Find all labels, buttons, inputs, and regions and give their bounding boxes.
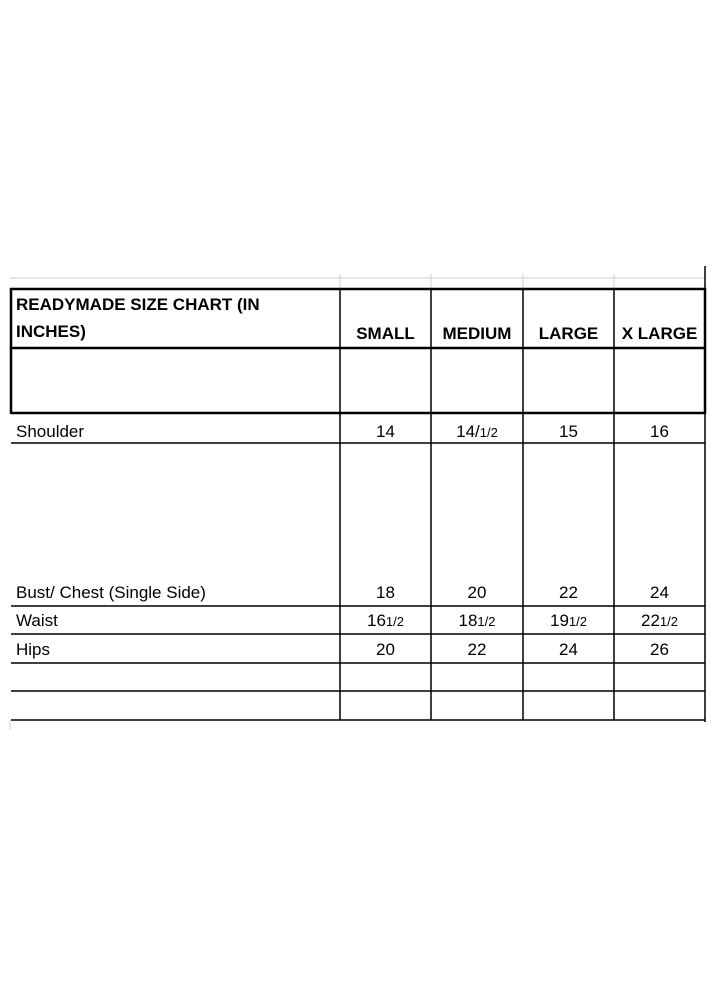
cell-shoulder-small: 14 [376, 422, 395, 441]
cell-waist-medium: 181/2 [458, 611, 496, 630]
cell-hips-large: 24 [559, 640, 578, 659]
cell-hips-small: 20 [376, 640, 395, 659]
column-header-medium: MEDIUM [442, 324, 512, 343]
cell-bust-medium: 20 [467, 583, 487, 602]
cell-shoulder-x-large: 16 [650, 422, 669, 441]
cell-hips-medium: 22 [467, 640, 487, 659]
cell-waist-large: 191/2 [550, 611, 587, 630]
row-label-bust-chest: Bust/ Chest (Single Side) [16, 583, 206, 602]
cell-waist-x-large: 221/2 [641, 611, 678, 630]
cell-shoulder-medium: 14/1/2 [456, 422, 498, 441]
column-header-x-large: X LARGE [621, 324, 698, 343]
row-label-hips: Hips [16, 640, 51, 659]
column-header-small: SMALL [356, 324, 415, 343]
row-label-shoulder: Shoulder [16, 422, 85, 441]
cell-waist-small: 161/2 [367, 611, 404, 630]
cell-hips-x-large: 26 [650, 640, 669, 659]
cell-shoulder-large: 15 [559, 422, 578, 441]
column-header-large: LARGE [538, 324, 599, 343]
cell-bust-small: 18 [376, 583, 395, 602]
table-title-line1: READYMADE SIZE CHART (IN [16, 295, 260, 314]
cell-bust-large: 22 [559, 583, 578, 602]
table-title-line2: INCHES) [16, 322, 86, 341]
row-label-waist: Waist [16, 611, 58, 630]
cell-bust-x-large: 24 [650, 583, 669, 602]
